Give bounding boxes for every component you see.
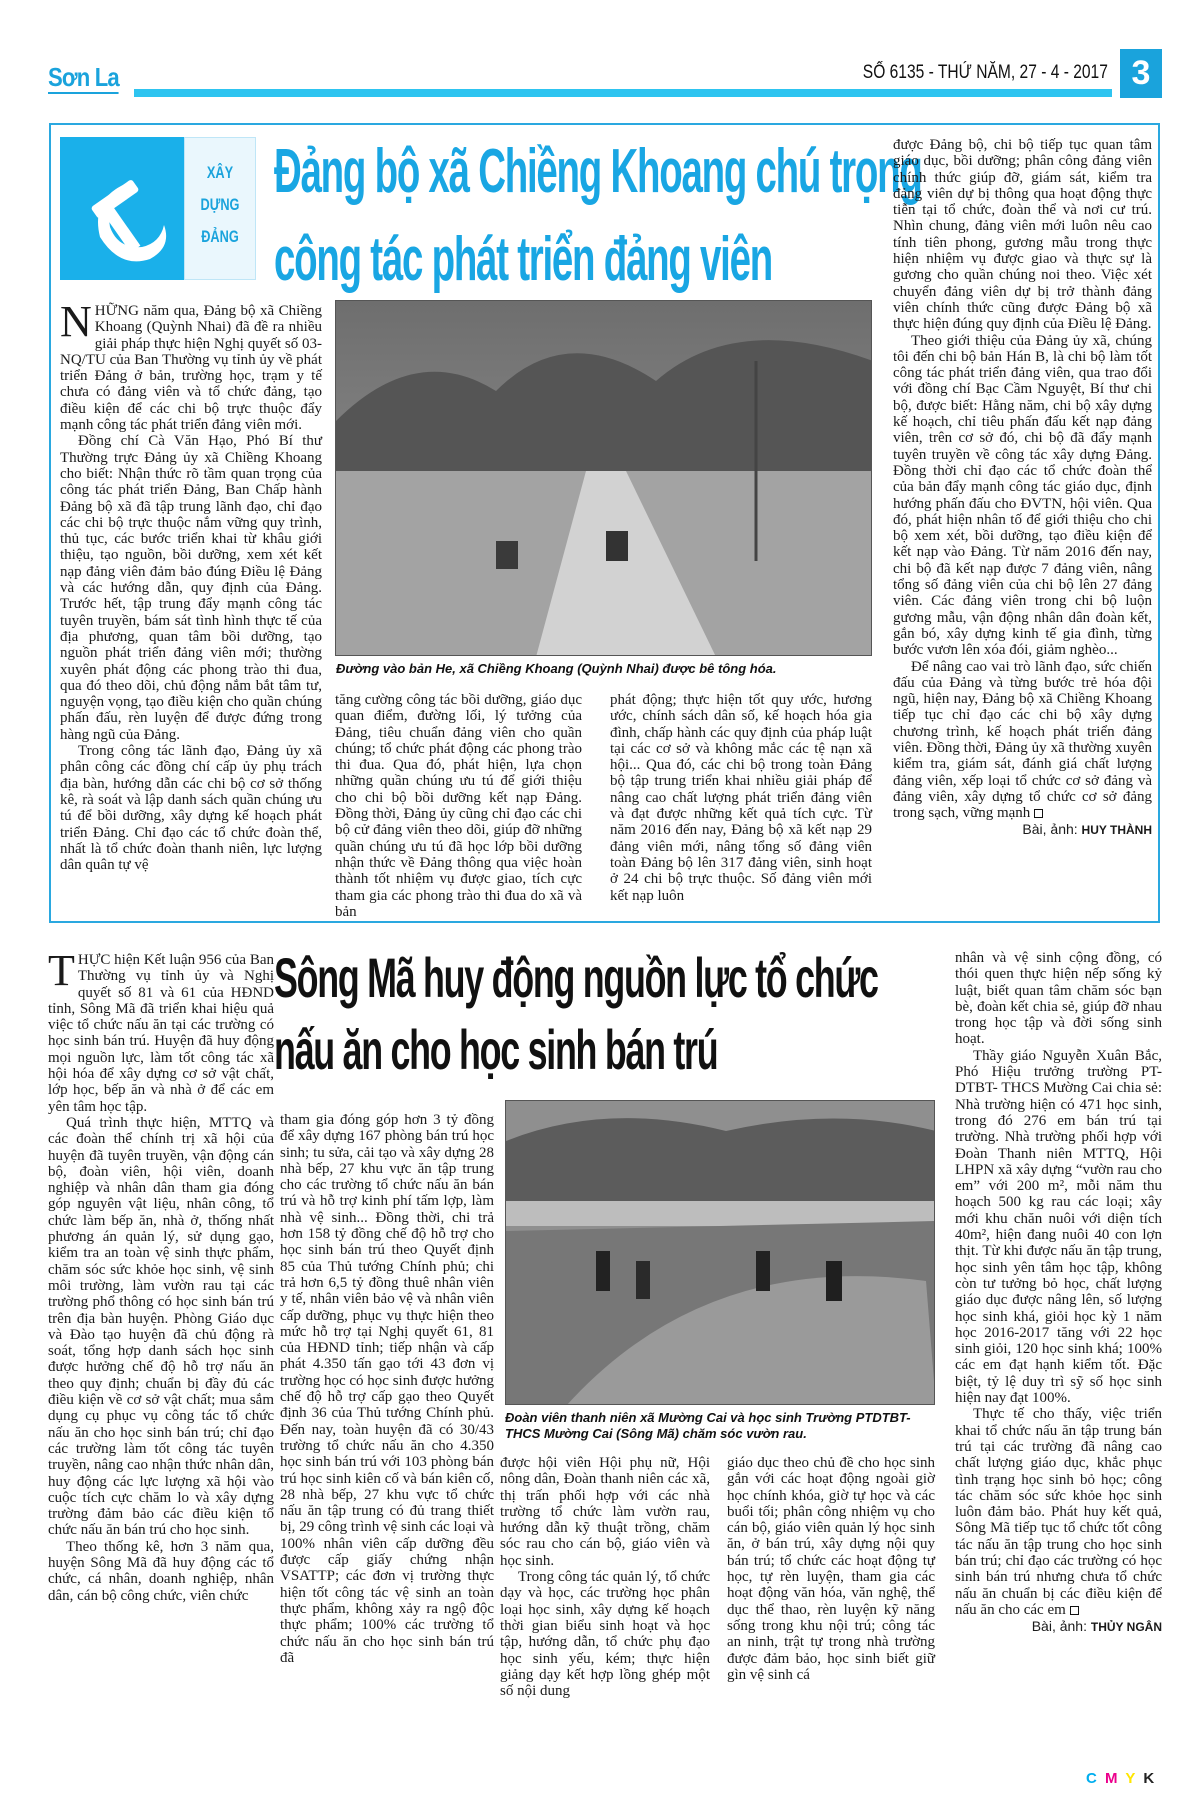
- paragraph: nhân và vệ sinh cộng đồng, có thói quen thực hiện nếp sống kỷ luật, biết quan tâm chăm sóc bạn bè, đoàn kết chia sẻ, giúp đỡ nhau trong học tập và đời sống sinh hoạt.: [955, 950, 1162, 1048]
- article2-headline: [274, 942, 878, 1086]
- paragraph: HỮNG năm qua, Đảng bộ xã Chiềng Khoang (Quỳnh Nhai) đã đề ra nhiều giải pháp thực hiện Nghị quyết số 03-NQ/TU của Ban Thường vụ tỉnh ủy về phát triển Đảng ở bản, trường học, trạm y tế chưa có đảng viên và tổ chức đảng, tạo điều kiện để các chi bộ trực thuộc đẩy mạnh công tác phát triển đảng viên mới.: [60, 303, 322, 434]
- article2-column-5: [955, 950, 1162, 1635]
- byline-author: THỦY NGÂN: [1090, 1620, 1162, 1635]
- paragraph: giáo dục theo chủ đề cho học sinh gắn với các hoạt động ngoài giờ học chính khóa, giờ tự học và các buổi tối; phân công nhiệm vụ cho cán bộ, giáo viên quản lý học sinh ăn, ở bán trú, xây dựng nội quy bán trú; tổ chức các hoạt động tự học, tự rèn luyện, tham gia các hoạt động văn hóa, văn nghệ, thể dục thể thao, rèn luyện kỹ năng sống trong khu nội trú; công tác an ninh, trật tự trong nhà trường được đảm bảo, học sinh biết giữ gìn vệ sinh cá: [727, 1455, 935, 1683]
- paragraph: được Đảng bộ, chi bộ tiếp tục quan tâm giáo dục, bồi dưỡng; phân công đảng viên chính thức giúp đỡ, giám sát, kiểm tra đảng viên dự bị thông qua hoạt động thực tiễn tại tổ chức, đoàn thể và nơi cư trú. Nhìn chung, đảng viên mới luôn nêu cao tính tiên phong, gương mẫu trong thực hiện nhiệm vụ được giao và thực sự là gương cho quần chúng noi theo. Việc xét chuyển đảng viên dự bị trở thành đảng viên chính thức cũng được Đảng bộ xã thực hiện đúng quy định của Điều lệ Đảng.: [893, 137, 1152, 333]
- road-photo: [336, 301, 872, 656]
- paragraph: tăng cường công tác bồi dưỡng, giáo dục quan điểm, đường lối, lý tưởng của Đảng, tiêu chuẩn đảng viên cho quần chúng; tổ chức phát động các phong trào thi đua. Qua đó, phát hiện, lựa chọn những quần chúng ưu tú để giới thiệu cho chi bộ bồi dưỡng kết nạp Đảng. Đồng thời, Đảng ủy cũng chỉ đạo các chi bộ cử đảng viên theo dõi, giúp đỡ những quần chúng ưu tú đã học lớp bồi dưỡng nhận thức về Đảng thông qua việc hoàn thành tốt nhiệm vụ được giao, tích cực tham gia các phong trào thi đua do xã và bản: [335, 692, 582, 920]
- drop-cap: N: [60, 297, 92, 346]
- paragraph: phát động; thực hiện tốt quy ước, hương ước, chính sách dân số, kế hoạch hóa gia đình, chấp hành các quy định của pháp luật tại các cơ sở và không mắc các tệ nạn xã hội... Qua đó, các chi bộ trong toàn Đảng bộ tập trung triển khai nhiều giải pháp để nâng cao chất lượng phát triển đảng viên và đạt được những kết quả tích cực. Từ năm 2016 đến nay, Đảng bộ xã kết nạp 29 đảng viên mới, nâng tổng số đảng viên toàn Đảng bộ lên 317 đảng viên, sinh hoạt ở 24 chi bộ trực thuộc. Số đảng viên mới kết nạp luôn: [610, 692, 872, 904]
- article1-byline: [893, 821, 1152, 838]
- paragraph: HỰC hiện Kết luận 956 của Ban Thường vụ tỉnh ủy và Nghị quyết số 81 và 61 của HĐND tỉnh, Sông Mã đã triển khai hiệu quả việc tổ chức nấu ăn tại các trường có học sinh bán trú. Huyện đã huy động mọi nguồn lực, làm tốt công tác xã hội hóa để xây dựng cơ sở vật chất, lớp học, bếp ăn và nhà ở để các em yên tâm học tập.: [48, 952, 274, 1115]
- cmyk-y: Y: [1125, 1770, 1138, 1787]
- article1-column-1: [60, 297, 322, 874]
- headline-line: Sông Mã huy động nguồn lực tổ chức: [274, 946, 878, 1009]
- cmyk-c: C: [1086, 1770, 1099, 1787]
- hammer-sickle-icon: [60, 137, 184, 280]
- article1-headline: [274, 128, 922, 304]
- article2-photo-caption: Đoàn viên thanh niên xã Mường Cai và học sinh Trường PTDTBT- THCS Mường Cai (Sông Mã) chăm sóc vườn rau.: [505, 1410, 911, 1441]
- headline-line: công tác phát triển đảng viên: [274, 225, 772, 294]
- section-label-line: ĐẢNG: [201, 227, 239, 246]
- byline-prefix: Bài, ảnh:: [1031, 1618, 1087, 1635]
- paragraph: Thực tế cho thấy, việc triển khai tổ chức nấu ăn tập trung bán trú tại các trường đã nâng cao chất lượng giáo dục, khắc phục tình trạng học sinh bỏ học; công tác chăm sóc sức khỏe học sinh luôn đảm bảo. Phát huy kết quả, Sông Mã tiếp tục tổ chức tốt công tác nấu ăn tập trung cho học sinh bán trú; chỉ đạo các trường có học sinh bán trú nhưng chưa tổ chức nấu ăn chuẩn bị các điều kiện để nấu ăn cho các em: [955, 1406, 1162, 1618]
- article2-photo: [505, 1100, 935, 1405]
- article2-column-1: [48, 946, 274, 1604]
- cmyk-marks: [1086, 1770, 1156, 1787]
- headline-line: Đảng bộ xã Chiềng Khoang chú trọng: [274, 137, 922, 206]
- page-number: 3: [1120, 49, 1162, 98]
- article1-column-3: [610, 692, 872, 904]
- paragraph: Đồng chí Cà Văn Hạo, Phó Bí thư Thường trực Đảng ủy xã Chiềng Khoang cho biết: Nhận thức rõ tầm quan trọng của công tác phát triển Đảng, Ban Chấp hành Đảng bộ xã đã tập trung lãnh đạo, chỉ đạo các chi bộ trực thuộc nắm vững quy trình, thủ tục, các bước triển khai từ khâu giới thiệu, tạo nguồn, bồi dưỡng, xem xét kết nạp đảng viên đảm bảo đúng Điều lệ Đảng và các hướng dẫn, quy định của Đảng. Trước hết, tập trung đẩy mạnh công tác tuyên truyền, bám sát tình hình thực tế của địa phương, quan tâm bồi dưỡng, tạo nguồn phát triển đảng viên mới; thường xuyên phát động các phong trào thi đua, qua đó theo dõi, chủ động nắm bắt tâm tư, nguyện vọng, tạo điều kiện cho quần chúng phấn đấu, rèn luyện để được đứng trong hàng ngũ của Đảng.: [60, 433, 322, 743]
- article2-column-3: [500, 1455, 710, 1699]
- paragraph: Trong công tác lãnh đạo, Đảng ủy xã phân công các đồng chí cấp ủy phụ trách địa bàn, hướng dẫn các chi bộ cơ sở thống kê, rà soát và lập danh sách quần chúng ưu tú để bồi dưỡng, xây dựng kế hoạch phát triển Đảng. Chỉ đạo các tổ chức đoàn thể, nhất là tổ chức đoàn thanh niên, lực lượng dân quân tự vệ: [60, 743, 322, 874]
- article2-column-4: [727, 1455, 935, 1683]
- byline-prefix: Bài, ảnh:: [1022, 821, 1078, 838]
- section-icon-block: [60, 137, 184, 280]
- article1-column-2: [335, 692, 582, 920]
- end-mark-icon: [1034, 809, 1043, 818]
- section-label-line: DỰNG: [200, 195, 240, 214]
- paragraph: Theo thống kê, hơn 3 năm qua, huyện Sông Mã đã huy động các tổ chức, cá nhân, doanh nghiệp, nhân dân, cán bộ công chức, viên chức: [48, 1538, 274, 1604]
- paragraph: được hội viên Hội phụ nữ, Hội nông dân, Đoàn thanh niên các xã, thị trấn phối hợp với các nhà trường tổ chức làm vườn rau, hướng dẫn kỹ thuật trồng, chăm sóc rau cho cán bộ, giáo viên và học sinh.: [500, 1455, 710, 1569]
- section-label-line: XÂY: [206, 163, 234, 182]
- byline-author: HUY THÀNH: [1081, 823, 1152, 838]
- cmyk-m: M: [1105, 1770, 1120, 1787]
- paragraph: Theo giới thiệu của Đảng ủy xã, chúng tôi đến chi bộ bản Hán B, là chi bộ làm tốt công tác phát triển đảng viên, qua trao đổi với đồng chí Bạc Cầm Nguyệt, Bí thư chi bộ, được biết: Hằng năm, chi bộ xây dựng kế hoạch, chỉ tiêu phấn đấu kết nạp đảng viên, trên cơ sở đó, chi bộ đã đẩy mạnh tuyên truyền về công tác xây dựng Đảng. Đồng thời chỉ đạo các tổ chức đoàn thể của bản đẩy mạnh công tác giáo dục, định hướng phấn đấu cho ĐVTN, hội viên. Qua đó, phát hiện nhân tố để giới thiệu cho chi bộ xem xét, bồi dưỡng, tạo điều kiện để kết nạp vào Đảng. Từ năm 2016 đến nay, chi bộ đã kết nạp được 7 đảng viên, nâng tổng số đảng viên của chi bộ lên 27 đảng viên. Các đảng viên trong chi bộ luộn gương mẫu, vận động nhân dân đoàn kết, gắn bó, xây dựng kinh tế gia đình, từng bước vươn lên xóa đói, giảm nghèo...: [893, 332, 1152, 659]
- issue-info: SỐ 6135 - THỨ NĂM, 27 - 4 - 2017: [862, 62, 1108, 83]
- article2-byline: [955, 1618, 1162, 1635]
- garden-photo: [506, 1101, 935, 1405]
- paragraph: Trong công tác quản lý, tổ chức dạy và học, các trường học phân loại học sinh, xây dựng kế hoạch thời gian biểu sinh hoạt và học tập, hướng dẫn, tổ chức phụ đạo học sinh yếu, kém; thực hiện giảng dạy kết hợp lồng ghép một số nội dung: [500, 1569, 710, 1700]
- headline-line: nấu ăn cho học sinh bán trú: [274, 1018, 718, 1081]
- paragraph: Thầy giáo Nguyễn Xuân Bắc, Phó Hiệu trưởng trường PT-DTBT- THCS Mường Cai chia sẻ: Nhà trường hiện có 471 học sinh, trong đó 276 em bán trú tại trường. Nhà trường phối hợp với Đoàn Thanh niên MTTQ, Hội LHPN xã xây dựng “vườn rau cho em” với 200 m², mỗi năm thu hoạch 500 kg rau các loại; xây mới khu chăn nuôi với diện tích 40m², hiện đang nuôi 40 con lợn thịt. Từ khi được nấu ăn tập trung, học sinh yên tâm học tập, không còn tư tưởng bỏ học, chất lượng giáo dục được nâng lên, số lượng học sinh khá, giỏi học kỳ 1 năm học 2016-2017 tăng với 22 học sinh giỏi, 120 học sinh khá; 100% các em đạt hạnh kiểm tốt. Đặc biệt, tỷ lệ duy trì sỹ số học sinh hiện nay đạt 100%.: [955, 1047, 1162, 1407]
- paragraph: Để nâng cao vai trò lãnh đạo, sức chiến đấu của Đảng và từng bước trẻ hóa đội ngũ, hiện nay, Đảng bộ xã Chiềng Khoang tiếp tục chỉ đạo các chi bộ xây dựng chương trình, kế hoạch phát triển đảng viên. Đồng thời, Đảng ủy xã thường xuyên kiểm tra, giám sát, đánh giá chất lượng đảng viên, xếp loại tổ chức cơ sở đảng và đảng viên, xây dựng tổ chức cơ sở đảng trong sạch, vững mạnh: [893, 658, 1152, 822]
- drop-cap: T: [48, 946, 75, 995]
- paragraph: Quá trình thực hiện, MTTQ và các đoàn thể chính trị xã hội của huyện đã tuyên truyền, vận động cán bộ, đoàn viên, hội viên, doanh nghiệp và nhân dân tham gia đóng góp nguyên vật liệu, nhân công, tổ chức làm bếp ăn, nhà ở, thống nhất phương án quản lý, sử dụng gạo, kiểm tra an toàn vệ sinh thực phẩm, chăm sóc sức khỏe học sinh, vệ sinh môi trường, làm vườn rau tại các trường phổ thông có học sinh bán trú trên địa bàn huyện. Phòng Giáo dục và Đào tạo huyện đã chủ động rà soát, tổng hợp danh sách học sinh được hưởng chế độ hỗ trợ nấu ăn theo quy định; chuẩn bị đầy đủ các điều kiện về cơ sở vật chất; mua sắm dụng cụ phục vụ công tác tổ chức nấu ăn cho học sinh bán trú; chỉ đạo các trường làm tốt công tác tuyên truyền, nâng cao nhận thức nhân dân, huy động các lực lượng xã hội vào cuộc tích cực chăm lo và xây dựng trường đảm bảo các điều kiện tổ chức nấu ăn bán trú cho học sinh.: [48, 1114, 274, 1539]
- paragraph: tham gia đóng góp hơn 3 tỷ đồng để xây dựng 167 phòng bán trú học sinh; tu sửa, cải tạo và xây dựng 28 nhà bếp, 27 khu vực ăn tập trung cho các trường tổ chức nấu ăn bán trú và hỗ trợ kinh phí tấm lợp, làm nhà vệ sinh... Đồng thời, chi trả hơn 158 tỷ đồng chế độ hỗ trợ cho học sinh bán trú theo Quyết định 85 của Thủ tướng Chính phủ; chi trả hơn 6,5 tỷ đồng thuê nhân viên y tế, nhân viên bảo vệ và nhân viên cấp dưỡng, phục vụ thực hiện theo mức hỗ trợ tại Nghị quyết 61, 81 của HĐND tỉnh; tiếp nhận và cấp phát 4.350 tấn gạo tới 43 đơn vị trường học có học sinh được hưởng chế độ hỗ trợ cấp gạo theo Quyết định 36 của Thủ tướng Chính phủ. Đến nay, toàn huyện đã có 30/43 trường tổ chức nấu ăn cho 4.350 học sinh bán trú với 103 phòng bán trú học sinh kiên cố và bán kiên cố, 28 nhà bếp, 27 khu vực tổ chức nấu ăn tập trung có đủ trang thiết bị, 29 công trình vệ sinh các loại và 100% nhân viên cấp dưỡng đều được cấp giấy chứng nhận VSATTP; các đơn vị trường thực hiện tốt công tác vệ sinh an toàn thực phẩm, không xảy ra ngộ độc thực phẩm; 100% các trường tổ chức nấu ăn cho học sinh bán trú đã: [280, 1112, 494, 1666]
- section-brand: Sơn La: [48, 62, 119, 92]
- header-rule: [134, 89, 1112, 97]
- article1-photo-caption: Đường vào bản He, xã Chiềng Khoang (Quỳnh Nhai) được bê tông hóa.: [336, 661, 777, 676]
- article1-column-4: [893, 137, 1152, 839]
- end-mark-icon: [1070, 1606, 1079, 1615]
- article1-photo: [335, 300, 872, 656]
- cmyk-k: K: [1143, 1770, 1157, 1787]
- section-label-panel: [184, 137, 256, 280]
- article2-column-2: [280, 1112, 494, 1666]
